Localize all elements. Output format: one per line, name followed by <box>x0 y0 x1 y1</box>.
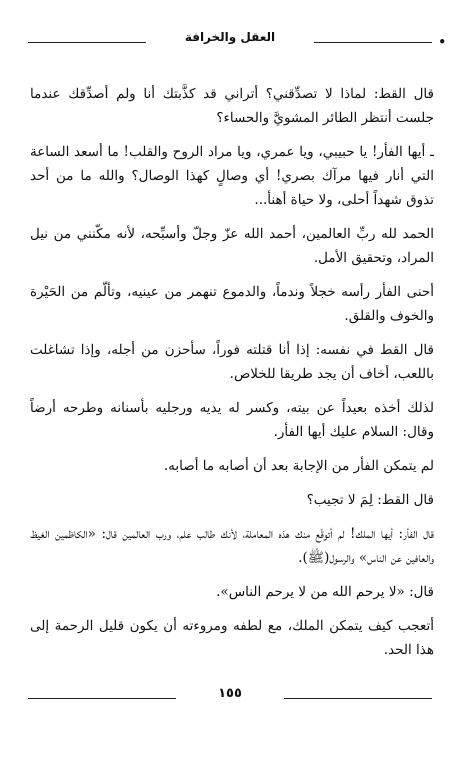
paragraph-10: قال: «لا يرحم الله من لا يرحم الناس». <box>216 584 434 600</box>
paragraph-2: ـ أيها الفأر! يا حبيبي، ويا عمري، ويا مراد الروح والقلب! ما أسعد الساعة التي أنار فيها مرآك بصري! أي وصالٍ كهذا الوصال؟ والله ما من أحد تذوق شهداً أحلى، ولا حياة أهنأ... <box>30 144 434 208</box>
paragraph-1: قال القط: لماذا لا تصدِّقني؟ أتراني قد كذَّبتك أنا ولم أصدِّقك عندما جلست أنتظر الطائر المشويَّ والحساء؟ <box>30 86 434 126</box>
running-header <box>28 30 446 52</box>
body-text <box>30 82 434 672</box>
header-rule-left <box>28 42 146 43</box>
paragraph-8: قال القط: لِمَ لا تجيب؟ <box>306 492 434 508</box>
paragraph-4: أحنى الفأر رأسه خجلاً وندماً، والدموع تنهمر من عينيه، وتألّم من الحَيْرة والخوف والقلق. <box>30 284 434 324</box>
paragraph-5: قال القط في نفسه: إذا أنا قتلته فوراً، سأحزن من أجله، وإذا تشاغلت باللعب، أخاف أن يجد طريقا للخلاص. <box>30 342 434 382</box>
paragraph-3: الحمد لله ربِّ العالمين، أحمد الله عزّ وجلّ وأسبِّحه، لأنه مكّنني من نيل المراد، وتحقيق الأمل. <box>30 226 434 266</box>
footer-rule-left <box>28 698 176 699</box>
paragraph-6: لذلك أخذه بعيداً عن بيته، وكسر له يديه ورجليه بأسنانه وطرحه أرضاً وقال: السلام عليك أيها الفأر. <box>30 400 434 440</box>
paragraph-9: قال الفأر: أيها الملك! لم أتوقّع منك هذه المعاملة، لأنك طالب علم، ورب العالمين قال: «الكاظمين الغيظ والعافين عن الناس» والرسول(ﷺ). <box>30 526 434 566</box>
page-number: ١٥٥ <box>218 686 242 701</box>
header-bullet: • <box>438 35 446 49</box>
paragraph-11: أتعجب كيف يتمكن الملك، مع لطفه ومروءته أن يكون قليل الرحمة إلى هذا الحد. <box>30 618 434 658</box>
page-footer <box>28 686 432 708</box>
paragraph-7: لم يتمكن الفأر من الإجابة بعد أن أصابه ما أصابه. <box>163 458 434 474</box>
header-title: العقل والخرافة <box>184 30 276 44</box>
